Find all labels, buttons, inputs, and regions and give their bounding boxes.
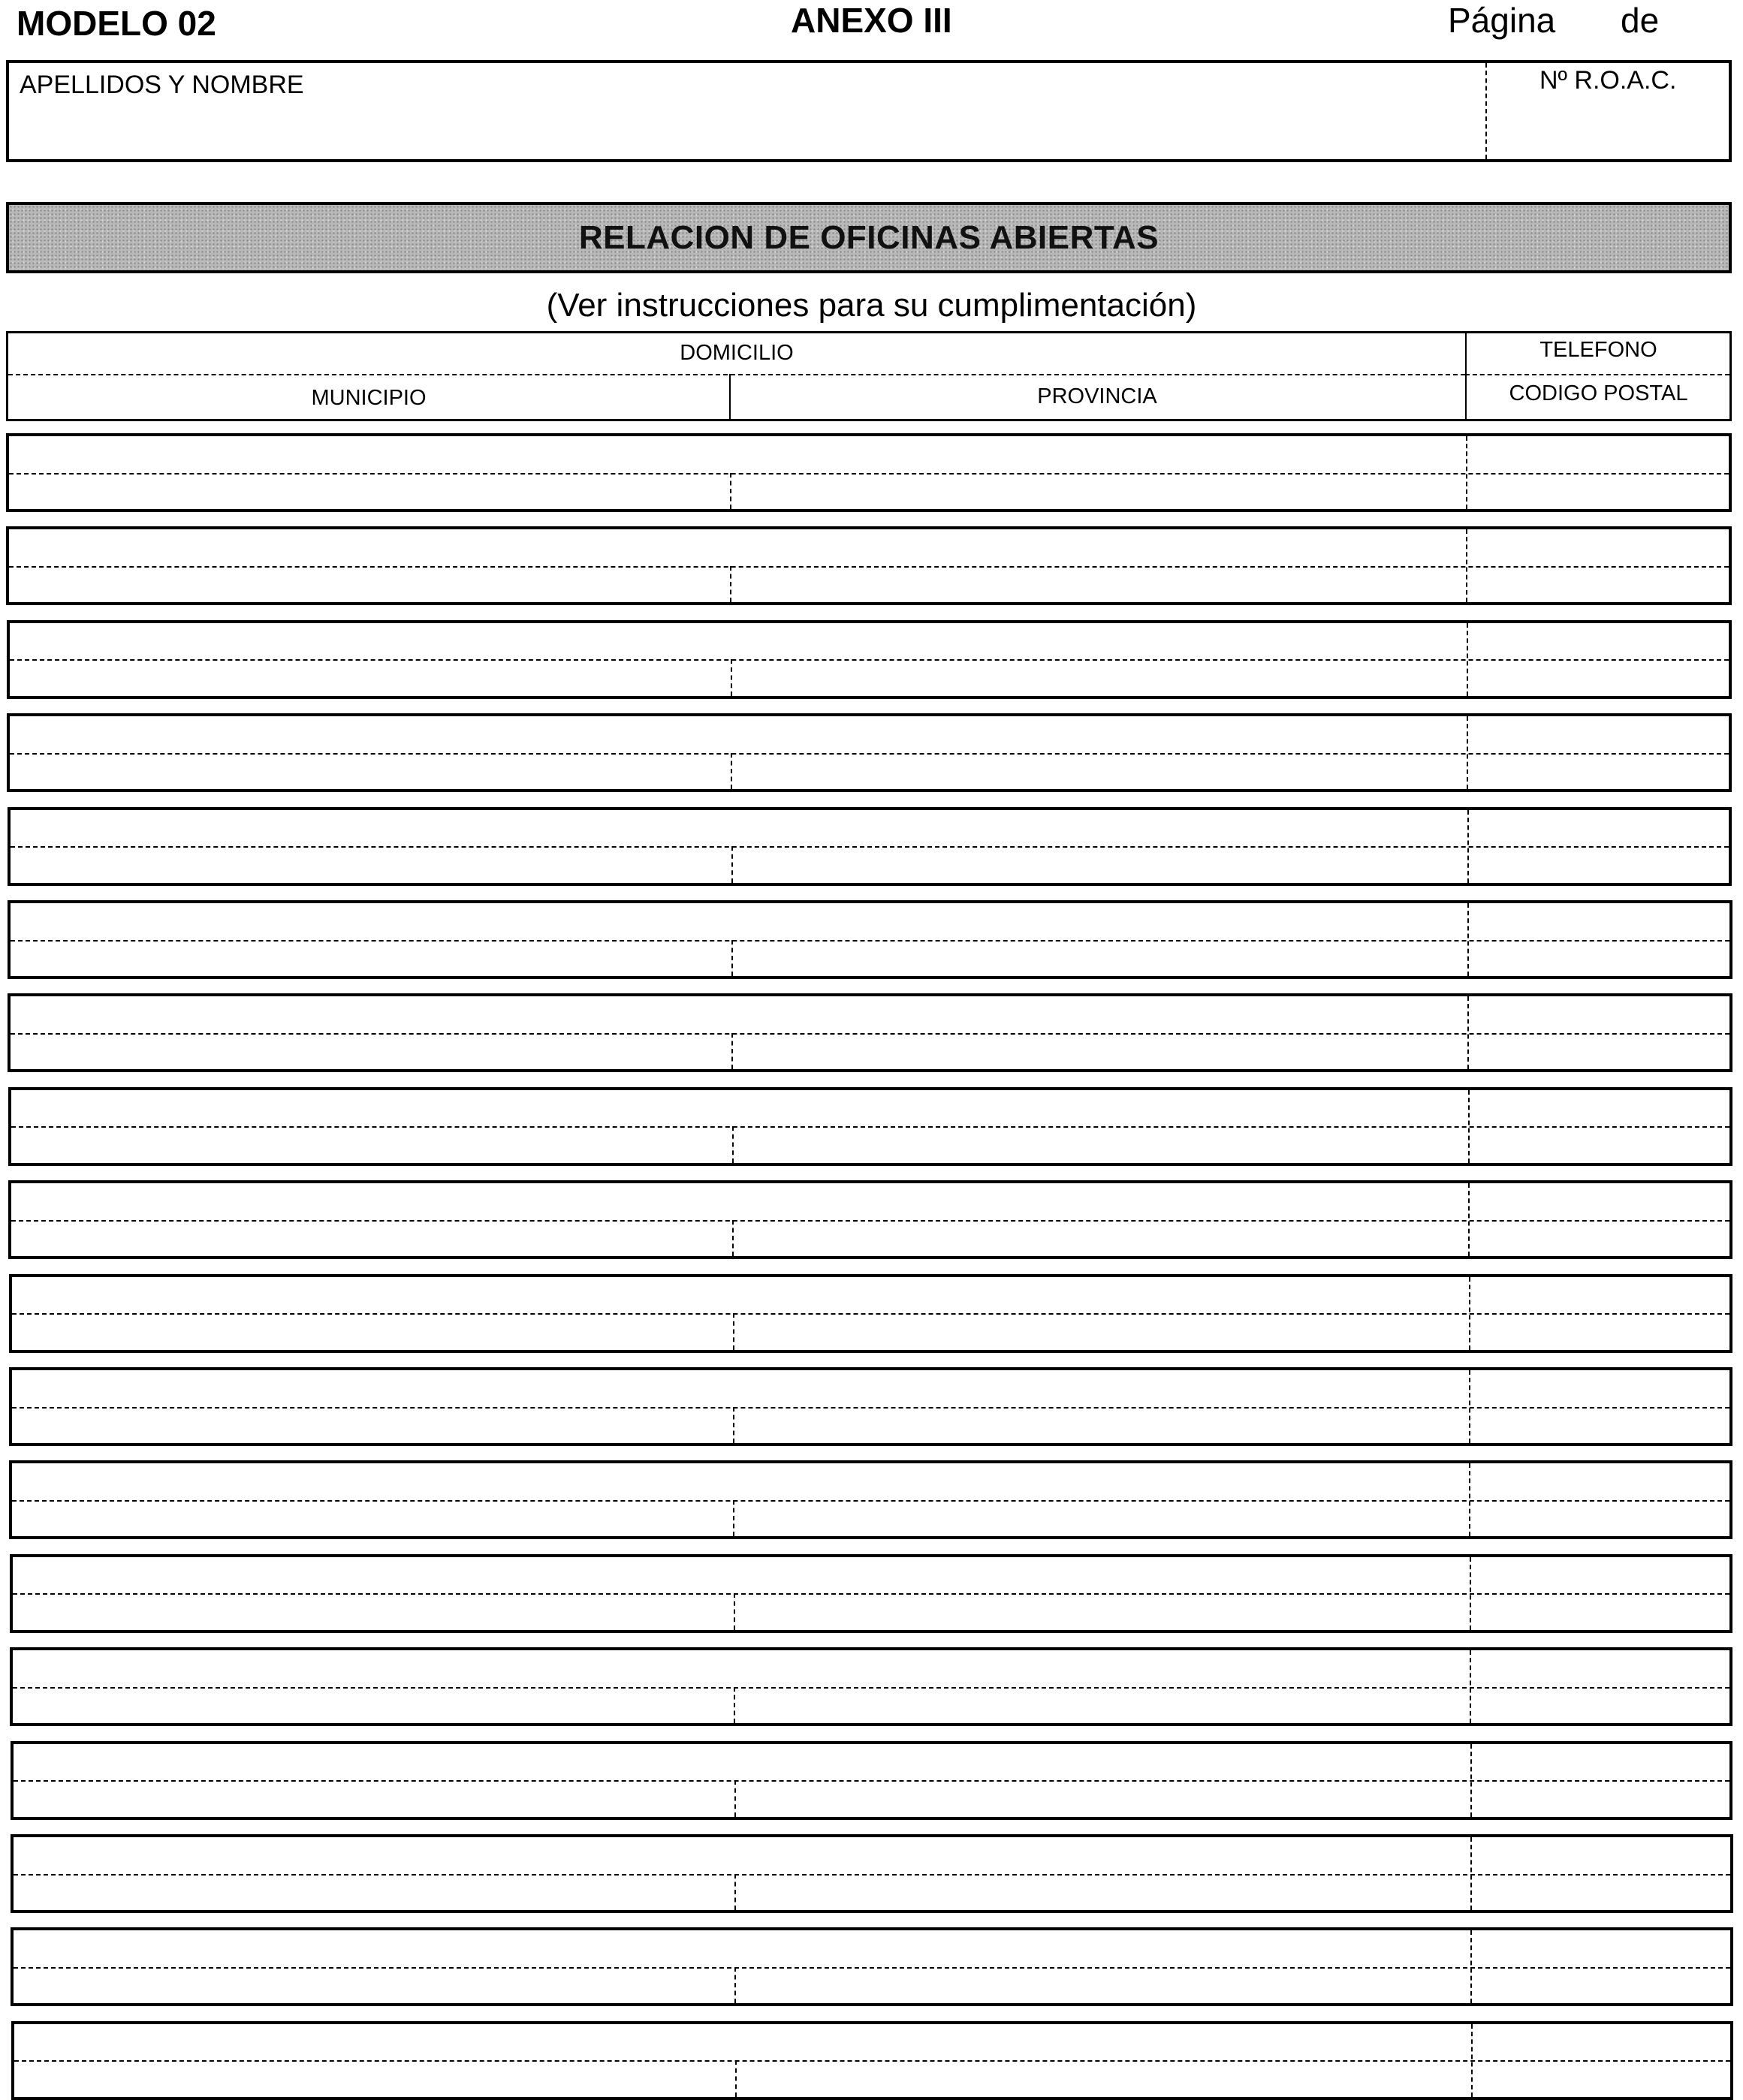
municipio-provincia-divider (733, 1500, 734, 1537)
municipio-provincia-divider (734, 1780, 736, 1817)
office-row[interactable] (6, 526, 1732, 605)
municipio-provincia-divider (731, 1033, 733, 1070)
municipio-provincia-divider (734, 1593, 735, 1630)
row-divider (14, 1874, 1730, 1876)
phone-column-divider (1467, 996, 1469, 1069)
row-divider (11, 1126, 1729, 1128)
phone-column-divider (1466, 436, 1467, 509)
municipio-header: MUNICIPIO (311, 386, 427, 410)
row-divider (11, 940, 1729, 942)
municipio-provincia-divider (735, 2060, 737, 2097)
phone-column-divider (1469, 1370, 1470, 1443)
office-row[interactable] (11, 2021, 1733, 2100)
row-divider (14, 2060, 1730, 2062)
municipio-provincia-divider (734, 1874, 736, 1911)
municipio-provincia-divider (732, 1220, 734, 1257)
row-divider (9, 566, 1729, 568)
municipio-provincia-divider (731, 846, 733, 883)
municipio-provincia-divider (730, 473, 731, 510)
row-divider (12, 1500, 1729, 1502)
office-row[interactable] (11, 1741, 1733, 1820)
phone-column-divider (1470, 1557, 1471, 1630)
page-of-label: de (1621, 1, 1660, 40)
codigo-postal-header: CODIGO POSTAL (1509, 381, 1688, 405)
phone-column-divider (1469, 1463, 1470, 1536)
phone-column-divider (1466, 529, 1467, 602)
section-title: RELACION DE OFICINAS ABIERTAS (578, 218, 1159, 256)
phone-column-divider (1469, 1277, 1470, 1350)
office-row[interactable] (10, 1647, 1732, 1726)
municipio-provincia-divider (733, 1407, 734, 1444)
section-banner (6, 202, 1732, 273)
office-row[interactable] (9, 1274, 1732, 1353)
office-row[interactable] (8, 1180, 1732, 1259)
phone-column-divider (1467, 810, 1469, 883)
roac-divider (1485, 63, 1487, 159)
office-row[interactable] (8, 993, 1732, 1072)
office-row[interactable] (10, 1554, 1732, 1633)
identity-box (6, 60, 1732, 162)
row-divider (10, 753, 1729, 755)
municipio-provincia-divider (731, 940, 733, 977)
phone-column-divider (1470, 1744, 1472, 1817)
office-row[interactable] (9, 1460, 1732, 1539)
row-divider (12, 1313, 1729, 1315)
header-divider-right (1465, 374, 1729, 375)
municipio-provincia-divider (733, 1313, 734, 1350)
row-divider (13, 1687, 1729, 1689)
office-row[interactable] (8, 807, 1732, 886)
model-code: MODELO 02 (17, 4, 216, 43)
office-row[interactable] (8, 900, 1732, 979)
municipio-provincia-divider (734, 1687, 735, 1724)
phone-column-divider (1467, 623, 1468, 696)
municipio-provincia-divider (730, 566, 731, 603)
office-row[interactable] (11, 1927, 1732, 2006)
instructions-note: (Ver instrucciones para su cumplimentación) (546, 287, 1197, 324)
phone-column-divider (1468, 1090, 1470, 1163)
name-field-label: APELLIDOS Y NOMBRE (20, 71, 304, 99)
page-label: Página (1448, 1, 1556, 40)
office-row[interactable] (7, 713, 1732, 792)
phone-column-divider (1470, 1650, 1471, 1723)
domicilio-header: DOMICILIO (680, 341, 794, 365)
annex-title: ANEXO III (791, 1, 952, 40)
phone-column-divider (1468, 1183, 1470, 1256)
telefono-header: TELEFONO (1539, 338, 1657, 362)
row-divider (12, 1407, 1729, 1409)
office-row[interactable] (6, 433, 1732, 512)
row-divider (13, 1593, 1729, 1595)
row-divider (10, 659, 1729, 661)
office-row[interactable] (11, 1834, 1733, 1913)
municipio-provincia-divider (732, 1126, 734, 1163)
row-divider (9, 473, 1729, 475)
row-divider (14, 1967, 1729, 1969)
office-row[interactable] (7, 620, 1732, 699)
municipio-provincia-divider (731, 753, 732, 790)
row-divider (11, 846, 1729, 848)
row-divider (11, 1033, 1729, 1035)
office-row[interactable] (8, 1087, 1732, 1166)
provincia-header: PROVINCIA (1037, 384, 1157, 408)
header-divider (8, 374, 1465, 375)
office-row[interactable] (9, 1367, 1732, 1446)
phone-column-divider (1470, 1837, 1472, 1910)
municipio-provincia-divider (731, 659, 732, 696)
phone-column-divider (1467, 903, 1469, 976)
municipio-provincia-divider (734, 1967, 736, 2004)
row-divider (14, 1780, 1730, 1782)
roac-field-label: Nº R.O.A.C. (1539, 66, 1677, 95)
phone-column-divider (1471, 2024, 1473, 2097)
phone-column-divider (1470, 1930, 1472, 2003)
column-header (6, 331, 1732, 421)
phone-column-divider (1467, 716, 1468, 789)
row-divider (11, 1220, 1729, 1222)
